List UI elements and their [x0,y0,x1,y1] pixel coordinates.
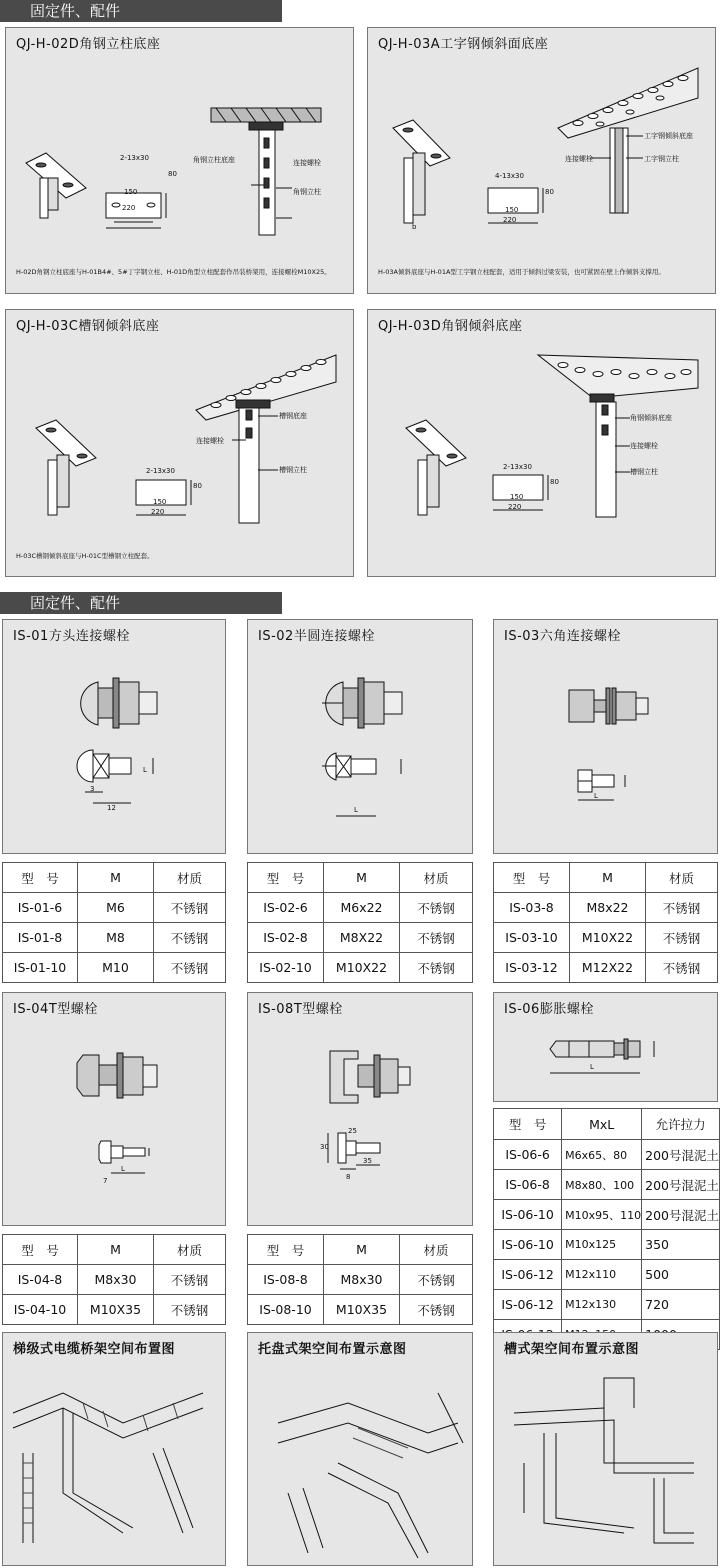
round-head-bolt-drawing [248,620,473,854]
cell: M8x30 [324,1265,400,1295]
spec-table-is-06 [493,1108,720,1350]
th-model: 型 号 [3,863,78,893]
dim-150: 150 [153,498,167,506]
panel-title: IS-02半圆连接螺栓 [258,629,375,644]
tray-layout-drawing [248,1333,473,1566]
table-row [248,893,473,923]
table-header-row [248,1235,473,1265]
table-header-row [3,1235,226,1265]
cell: IS-01-10 [3,953,78,983]
angle-incline-base-drawing [368,310,716,577]
th-material: 材质 [400,1235,473,1265]
dim-35: 35 [363,1157,372,1165]
panel-title: IS-08T型螺栓 [258,1002,343,1017]
panel-title: QJ-H-02D角钢立柱底座 [16,37,161,52]
dim-l: L [143,766,147,774]
label-bolt: 连接螺栓 [196,437,224,445]
dim-150: 150 [505,206,519,214]
t-bolt-08-drawing [248,993,473,1226]
cell: 不锈钢 [154,1295,226,1325]
table-header-row [248,863,473,893]
cell: M8x80、100 [562,1170,642,1200]
dim-l: L [594,792,598,800]
cell: M6 [78,893,154,923]
cell: 200号混泥土 [642,1170,720,1200]
table-row [494,923,718,953]
label-base: 角钢倾斜底座 [630,414,672,422]
cell: IS-06-12 [494,1290,562,1320]
cell: 不锈钢 [400,1265,473,1295]
panel-title: QJ-H-03C槽钢倾斜底座 [16,319,160,334]
cell: IS-06-6 [494,1140,562,1170]
cell: IS-01-6 [3,893,78,923]
cell: 不锈钢 [400,893,473,923]
panel-title: IS-06膨胀螺栓 [504,1002,594,1017]
spec-table-is-08 [247,1234,473,1325]
dim-l: L [590,1063,594,1071]
table-row [3,923,226,953]
panel-is-02 [247,619,473,854]
cell: IS-01-8 [3,923,78,953]
cell: IS-06-10 [494,1200,562,1230]
cell: IS-06-10 [494,1230,562,1260]
spec-table-is-03 [493,862,718,983]
dim-220: 220 [122,204,136,212]
cell: 不锈钢 [154,923,226,953]
table-row [494,1290,720,1320]
panel-is-01 [2,619,226,854]
panel-note: H-03A倾斜底座与H-01A型工字钢立柱配套，适用于倾斜过梁安装，也可紧固在壁上作倾斜支撑用。 [378,268,665,276]
cell: IS-08-10 [248,1295,324,1325]
channel-incline-base-drawing [6,310,354,577]
panel-ladder-tray-layout [2,1332,226,1566]
cell: IS-03-8 [494,893,570,923]
th-m: M [78,863,154,893]
table-row [494,953,718,983]
dim-8: 8 [346,1173,351,1181]
panel-qj-h-03a [367,27,716,294]
cell: 720 [642,1290,720,1320]
panel-qj-h-02d [5,27,354,294]
table-row [494,1260,720,1290]
cell: M12x110 [562,1260,642,1290]
panel-trough-layout [493,1332,718,1566]
cell: 200号混泥土 [642,1200,720,1230]
dim-l: L [121,1165,125,1173]
table-row [248,923,473,953]
cell: M12X22 [570,953,646,983]
th-material: 材质 [646,863,718,893]
cell: IS-03-10 [494,923,570,953]
panel-is-03 [493,619,718,854]
panel-title: 槽式架空间布置示意图 [504,1342,640,1357]
cell: IS-03-12 [494,953,570,983]
dim-7: 7 [103,1177,108,1185]
t-bolt-drawing [3,993,226,1226]
cell: 不锈钢 [154,1265,226,1295]
panel-is-08 [247,992,473,1226]
label-column: 工字钢立柱 [644,155,679,163]
cell: IS-06-12 [494,1260,562,1290]
table-row [494,1170,720,1200]
panel-is-06 [493,992,718,1102]
dim-80: 80 [193,482,202,490]
table-row [494,1230,720,1260]
label-bolt: 连接螺栓 [565,155,593,163]
th-material: 材质 [400,863,473,893]
cell: M8X22 [324,923,400,953]
cell: M8x30 [78,1265,154,1295]
table-header-row [494,863,718,893]
table-row [494,1200,720,1230]
table-header-row [3,863,226,893]
cell: M10X22 [570,923,646,953]
table-row [248,953,473,983]
dim-220: 220 [503,216,517,224]
label-bolt: 连接螺栓 [630,442,658,450]
panel-title: IS-03六角连接螺栓 [504,629,621,644]
cell: IS-06-8 [494,1170,562,1200]
cell: 不锈钢 [400,1295,473,1325]
cell: 350 [642,1230,720,1260]
th-model: 型 号 [494,863,570,893]
cell: 不锈钢 [646,953,718,983]
panel-qj-h-03d [367,309,716,577]
panel-title: IS-04T型螺栓 [13,1002,98,1017]
label-column: 槽钢立柱 [630,468,658,476]
label-base: 工字钢倾斜底座 [644,132,693,140]
th-model: 型 号 [3,1235,78,1265]
dim-220: 220 [151,508,165,516]
cell: IS-02-8 [248,923,324,953]
cell: 500 [642,1260,720,1290]
table-row [248,1295,473,1325]
cell: IS-04-8 [3,1265,78,1295]
ladder-tray-layout-drawing [3,1333,226,1566]
dim-220: 220 [508,503,522,511]
th-m: M [324,1235,400,1265]
th-model: 型 号 [494,1109,562,1140]
table-header-row [494,1109,720,1140]
section-header-1: 固定件、配件 [0,0,282,22]
th-material: 材质 [154,863,226,893]
th-m: M [78,1235,154,1265]
cell: 不锈钢 [154,953,226,983]
dim-80: 80 [550,478,559,486]
cell: IS-04-10 [3,1295,78,1325]
cell: IS-08-8 [248,1265,324,1295]
hex-bolt-drawing [494,620,718,854]
cell: M8 [78,923,154,953]
dim-30: 30 [320,1143,329,1151]
th-model: 型 号 [248,863,324,893]
cell: M6x65、80 [562,1140,642,1170]
cell: 不锈钢 [646,923,718,953]
dim-l: L [354,806,358,814]
cell: IS-02-10 [248,953,324,983]
cell: M10x125 [562,1230,642,1260]
dim-80: 80 [168,170,177,178]
panel-note: H-03C槽钢倾斜底座与H-01C型槽钢立柱配套。 [16,552,154,560]
th-model: 型 号 [248,1235,324,1265]
label-base: 槽钢底座 [279,412,307,420]
spec-table-is-04 [2,1234,226,1325]
th-tension: 允许拉力 [642,1109,720,1140]
table-row [3,1295,226,1325]
panel-title: QJ-H-03A工字钢倾斜面底座 [378,37,549,52]
trough-layout-drawing [494,1333,718,1566]
dim-holes: 4-13x30 [495,172,524,180]
dim-holes: 2-13x30 [503,463,532,471]
spec-table-is-02 [247,862,473,983]
spec-table-is-01 [2,862,226,983]
th-mxl: MxL [562,1109,642,1140]
cell: 200号混泥土 [642,1140,720,1170]
panel-title: 托盘式架空间布置示意图 [258,1342,407,1357]
dim-holes: 2-13x30 [120,154,149,162]
label-bolt: 连接螺栓 [293,159,321,167]
table-row [3,953,226,983]
cell: M8x22 [570,893,646,923]
panel-title: QJ-H-03D角钢倾斜底座 [378,319,523,334]
cell: 不锈钢 [400,923,473,953]
panel-title: IS-01方头连接螺栓 [13,629,130,644]
dim-150: 150 [510,493,524,501]
cell: M10 [78,953,154,983]
cell: M10X35 [324,1295,400,1325]
dim-holes: 2-13x30 [146,467,175,475]
cell: 不锈钢 [400,953,473,983]
dim-b: b [412,223,417,231]
dim-80: 80 [545,188,554,196]
section-header-2: 固定件、配件 [0,592,282,614]
th-m: M [570,863,646,893]
th-material: 材质 [154,1235,226,1265]
square-head-bolt-drawing [3,620,226,854]
cell: 不锈钢 [154,893,226,923]
dim-12: 12 [107,804,116,812]
label-base: 角钢立柱底座 [193,156,235,164]
label-column: 角钢立柱 [293,188,321,196]
table-row [248,1265,473,1295]
table-row [3,893,226,923]
table-row [494,893,718,923]
cell: M10X35 [78,1295,154,1325]
dim-25: 25 [348,1127,357,1135]
cell: IS-02-6 [248,893,324,923]
expansion-bolt-drawing [494,993,718,1102]
table-row [3,1265,226,1295]
panel-qj-h-03c [5,309,354,577]
panel-is-04 [2,992,226,1226]
panel-title: 梯级式电缆桥架空间布置图 [13,1342,176,1357]
dim-150: 150 [124,188,138,196]
dim-3: 3 [90,785,95,793]
cell: M10X22 [324,953,400,983]
panel-tray-layout [247,1332,473,1566]
cell: M6x22 [324,893,400,923]
table-row [494,1140,720,1170]
cell: M10x95、110 [562,1200,642,1230]
panel-note: H-02D角钢立柱底座与H-01B4#、5#丁字钢立柱、H-01D角型立柱配套作吊装桥架用，连接螺栓M10X25。 [16,268,331,276]
cell: M12x130 [562,1290,642,1320]
th-m: M [324,863,400,893]
label-column: 槽钢立柱 [279,466,307,474]
cell: 不锈钢 [646,893,718,923]
